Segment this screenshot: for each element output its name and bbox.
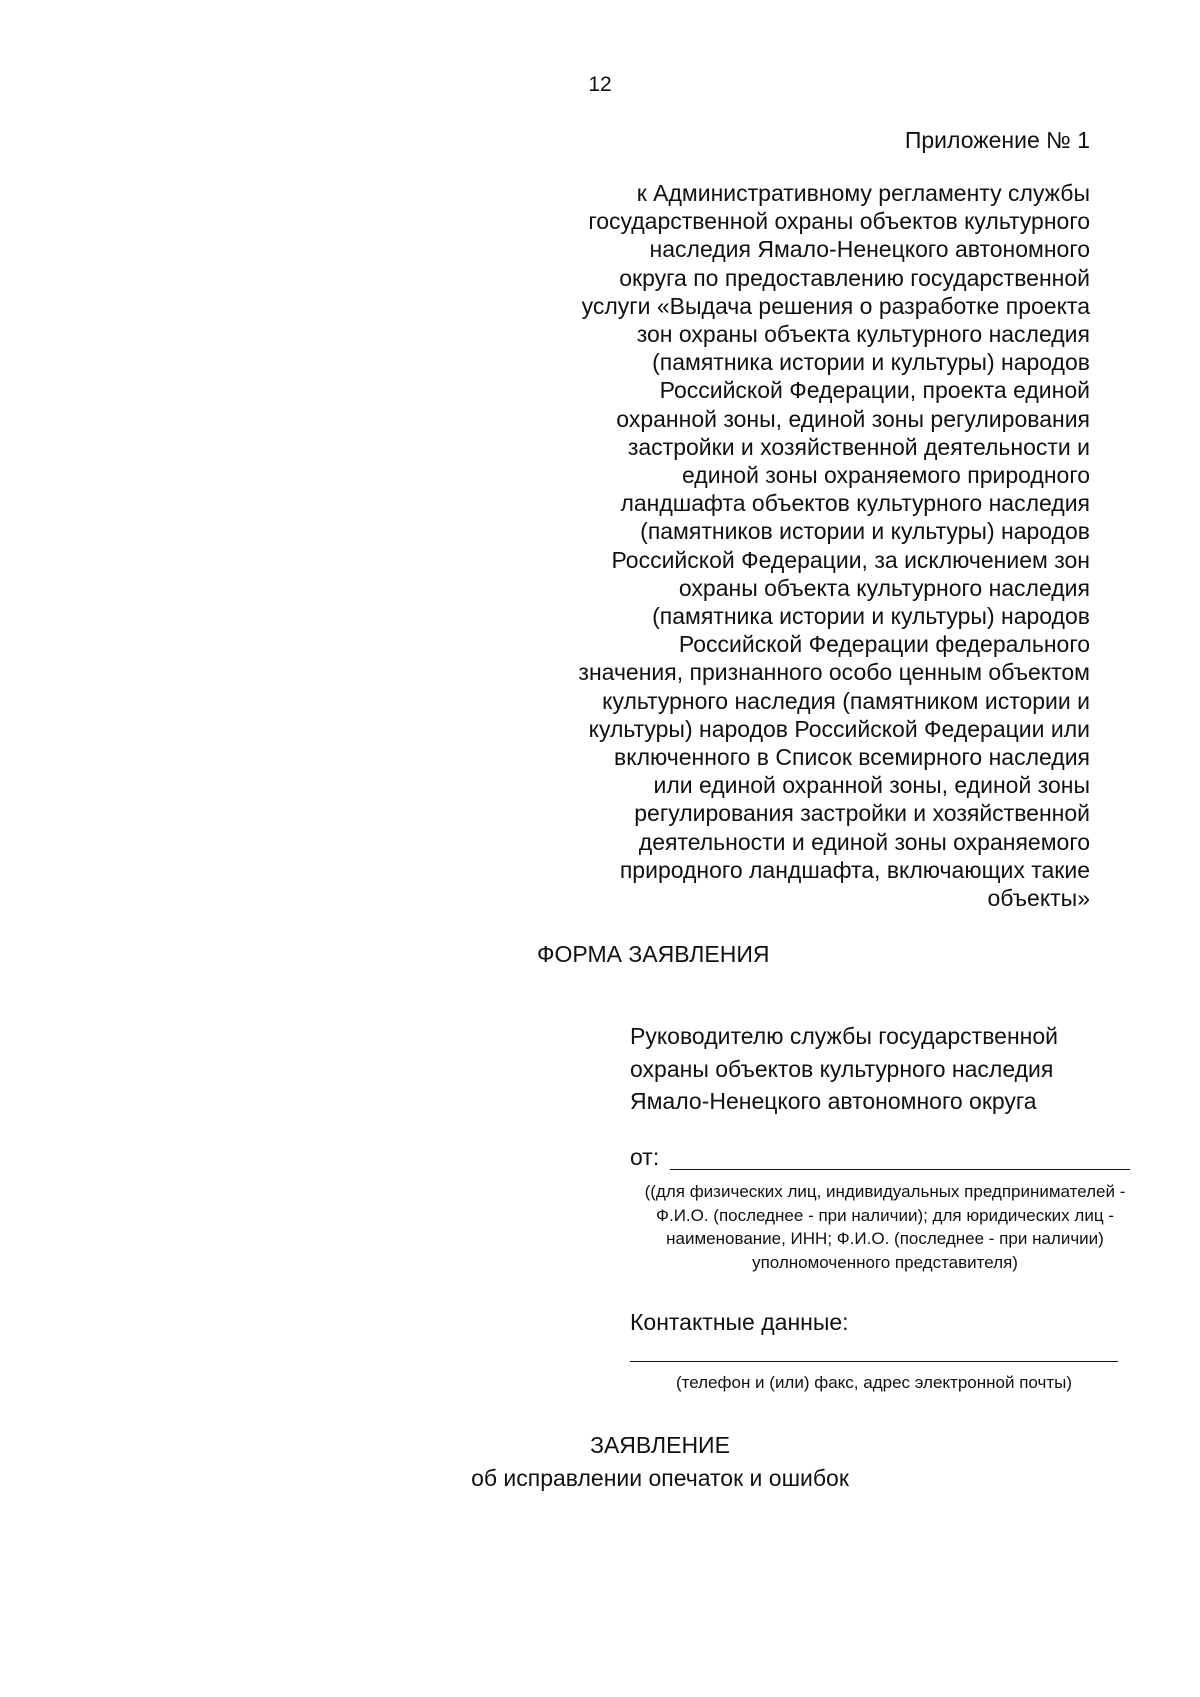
appendix-reference-line: услуги «Выдача решения о разработке проекта bbox=[581, 292, 1090, 319]
appendix-reference-line: охраны объекта культурного наследия bbox=[678, 574, 1090, 601]
appendix-reference-line: наследия Ямало-Ненецкого автономного bbox=[649, 236, 1090, 263]
contacts-hint: (телефон и (или) факс, адрес электронной почты) bbox=[675, 1373, 1073, 1392]
appendix-reference-line: культуры) народов Российской Федерации или bbox=[588, 715, 1090, 742]
statement-title: ЗАЯВЛЕНИЕ bbox=[590, 1432, 730, 1458]
appendix-reference-line: застройки и хозяйственной деятельности и bbox=[627, 433, 1090, 460]
appendix-reference-line: (памятника истории и культуры) народов bbox=[652, 349, 1090, 376]
appendix-reference-line: значения, признанного особо ценным объектом bbox=[578, 659, 1090, 686]
appendix-reference-line: к Административному регламенту службы bbox=[636, 180, 1090, 206]
appendix-reference-line: (памятника истории и культуры) народов bbox=[652, 603, 1090, 630]
addressee-line: Ямало-Ненецкого автономного округа bbox=[630, 1088, 1037, 1114]
appendix-reference-line: объекты» bbox=[987, 885, 1090, 912]
appendix-reference-line: или единой охранной зоны, единой зоны bbox=[653, 772, 1090, 799]
appendix-reference-line: деятельности и единой зоны охраняемого bbox=[638, 828, 1090, 855]
form-title: ФОРМА ЗАЯВЛЕНИЯ bbox=[537, 941, 770, 967]
appendix-reference-line: Российской Федерации федерального bbox=[678, 631, 1090, 658]
from-hint: ((для физических лиц, индивидуальных предпринимателей - Ф.И.О. (последнее - при наличии); для юридических лиц - наименование, ИНН; Ф.И.О. (последнее - при наличии) уполномоченного представителя) bbox=[644, 1182, 1126, 1272]
appendix-reference-line: Российской Федерации, за исключением зон bbox=[611, 546, 1090, 573]
appendix-reference-line: природного ландшафта, включающих такие bbox=[619, 856, 1090, 883]
from-row bbox=[630, 1142, 1130, 1174]
appendix-reference-line: включенного в Список всемирного наследия bbox=[614, 744, 1090, 771]
appendix-reference-line: округа по предоставлению государственной bbox=[619, 264, 1090, 291]
appendix-reference-line: единой зоны охраняемого природного bbox=[682, 462, 1090, 489]
statement-subtitle: об исправлении опечаток и ошибок bbox=[471, 1465, 849, 1491]
appendix-reference-line: регулирования застройки и хозяйственной bbox=[634, 800, 1090, 827]
appendix-reference-line: Российской Федерации, проекта единой bbox=[659, 377, 1090, 404]
appendix-reference-line: культурного наследия (памятником истории и bbox=[602, 687, 1090, 714]
from-label: от: bbox=[630, 1144, 660, 1170]
from-fill-line bbox=[670, 1169, 1130, 1170]
appendix-reference-line: государственной охраны объектов культурного bbox=[588, 208, 1090, 235]
appendix-reference bbox=[530, 179, 1090, 912]
contacts-label: Контактные данные: bbox=[630, 1309, 849, 1335]
appendix-reference-line: зон охраны объекта культурного наследия bbox=[636, 321, 1090, 348]
page-number: 12 bbox=[588, 73, 612, 96]
appendix-reference-line: охранной зоны, единой зоны регулирования bbox=[616, 405, 1090, 432]
addressee-line: охраны объектов культурного наследия bbox=[630, 1055, 1054, 1082]
addressee-line: Руководителю службы государственной bbox=[630, 1023, 1058, 1049]
appendix-reference-line: ландшафта объектов культурного наследия bbox=[620, 490, 1090, 517]
appendix-reference-line: (памятников истории и культуры) народов bbox=[640, 518, 1090, 545]
appendix-title: Приложение № 1 bbox=[904, 127, 1090, 153]
contacts-fill-line bbox=[630, 1361, 1118, 1362]
addressee-block bbox=[630, 1020, 1058, 1118]
